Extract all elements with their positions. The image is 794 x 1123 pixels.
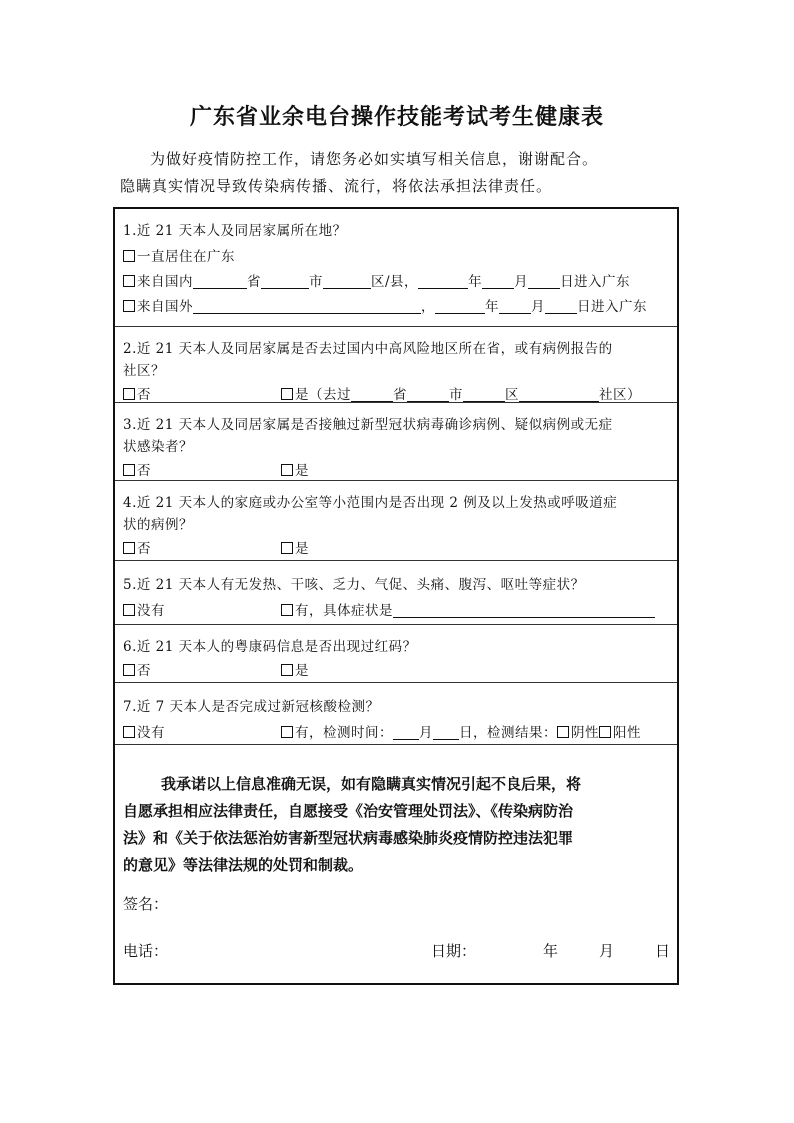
q1-abroad-label: 来自国外: [137, 299, 193, 315]
q2-question-line-1: 2.近 21 天本人及同居家属是否去过国内中高风险地区所在省，或有病例报告的: [123, 341, 613, 357]
page-title: 广东省业余电台操作技能考试考生健康表: [189, 104, 604, 130]
q1-question: 1.近 21 天本人及同居家属所在地？: [123, 223, 347, 239]
q1-local-label: 一直居住在广东: [137, 249, 235, 265]
q2-no-checkbox[interactable]: [123, 388, 135, 400]
q1-abroad-year-field[interactable]: [435, 299, 485, 314]
q2-yes-label: 是（去过: [295, 387, 351, 403]
q1-abroad-year-label: 年: [485, 299, 499, 315]
q1-province-field[interactable]: [193, 274, 247, 289]
phone-field[interactable]: [175, 940, 375, 962]
date-label: 日期：: [431, 942, 477, 960]
q3-no-checkbox[interactable]: [123, 464, 135, 476]
q3-question-line-1: 3.近 21 天本人及同居家属是否接触过新型冠状病毒确诊病例、疑似病例或无症: [123, 417, 613, 433]
q7-yes-label: 有，检测时间：: [295, 725, 393, 741]
q5-symptoms-field[interactable]: [393, 603, 655, 618]
q2-city-field[interactable]: [407, 387, 449, 402]
q1-abroad-day-label: 日进入广东: [577, 299, 647, 315]
date-month-label: 月: [599, 942, 615, 960]
intro-line-2: 隐瞒真实情况导致传染病传播、流行，将依法承担法律责任。: [120, 177, 553, 195]
q3-yes-label: 是: [295, 463, 309, 479]
q2-community-label: 社区）: [599, 387, 641, 403]
q7-month-field[interactable]: [393, 725, 419, 740]
q7-negative-checkbox[interactable]: [557, 726, 569, 738]
question-1-section: [115, 209, 677, 327]
q1-year-field[interactable]: [418, 274, 468, 289]
q2-city-label: 市: [449, 387, 463, 403]
q1-abroad-comma: ，: [421, 299, 435, 315]
q2-province-field[interactable]: [351, 387, 393, 402]
q5-yes-checkbox[interactable]: [281, 604, 293, 616]
q4-question-line-2: 状的病例？: [123, 517, 193, 533]
intro-line-1: 为做好疫情防控工作，请您务必如实填写相关信息，谢谢配合。: [150, 150, 599, 168]
q1-local-checkbox[interactable]: [123, 250, 135, 262]
question-2-section: [115, 327, 677, 403]
q5-yes-label: 有，具体症状是: [295, 603, 393, 619]
signature-field[interactable]: [175, 893, 375, 915]
q3-no-label: 否: [137, 463, 151, 479]
q2-province-label: 省: [393, 387, 407, 403]
q7-month-label: 月: [419, 725, 433, 741]
q7-positive-checkbox[interactable]: [599, 726, 611, 738]
q1-city-field[interactable]: [261, 274, 309, 289]
q6-yes-checkbox[interactable]: [281, 664, 293, 676]
q1-abroad-month-field[interactable]: [499, 299, 531, 314]
q3-yes-checkbox[interactable]: [281, 464, 293, 476]
q6-no-label: 否: [137, 663, 151, 679]
q1-month-field[interactable]: [482, 274, 514, 289]
q4-yes-checkbox[interactable]: [281, 542, 293, 554]
q7-no-label: 没有: [137, 725, 165, 741]
question-3-section: [115, 403, 677, 481]
q5-question: 5.近 21 天本人有无发热、干咳、乏力、气促、头痛、腹泻、呕吐等症状？: [123, 577, 585, 593]
signature-label: 签名：: [123, 895, 169, 913]
q1-day-field[interactable]: [528, 274, 560, 289]
phone-label: 电话：: [123, 942, 169, 960]
q3-question-line-2: 状感染者？: [123, 439, 193, 455]
q1-province-label: 省: [247, 274, 261, 290]
q6-no-checkbox[interactable]: [123, 664, 135, 676]
date-year-label: 年: [543, 942, 559, 960]
q4-no-label: 否: [137, 541, 151, 557]
q1-county-label: 区/县，: [371, 274, 419, 290]
q1-city-label: 市: [309, 274, 323, 290]
q4-no-checkbox[interactable]: [123, 542, 135, 554]
q6-question: 6.近 21 天本人的粤康码信息是否出现过红码？: [123, 639, 417, 655]
pledge-line-3: 法》和《关于依法惩治妨害新型冠状病毒感染肺炎疫情防控违法犯罪: [123, 829, 574, 847]
health-form: [113, 207, 679, 985]
q2-district-field[interactable]: [463, 387, 505, 402]
q2-yes-checkbox[interactable]: [281, 388, 293, 400]
q7-day-field[interactable]: [433, 725, 459, 740]
q2-district-label: 区: [505, 387, 519, 403]
q7-result-label: 日，检测结果：: [459, 725, 557, 741]
pledge-line-1: 我承诺以上信息准确无误，如有隐瞒真实情况引起不良后果，将: [161, 775, 582, 793]
q1-month-label: 月: [514, 274, 529, 290]
q6-yes-label: 是: [295, 663, 309, 679]
date-day-label: 日: [655, 942, 671, 960]
q7-no-checkbox[interactable]: [123, 726, 135, 738]
q1-abroad-month-label: 月: [531, 299, 545, 315]
q2-no-label: 否: [137, 387, 151, 403]
q1-abroad-checkbox[interactable]: [123, 300, 135, 312]
q1-county-field[interactable]: [323, 274, 371, 289]
q5-no-label: 没有: [137, 603, 165, 619]
q7-positive-label: 阳性: [613, 725, 641, 741]
q2-community-field[interactable]: [519, 387, 599, 402]
q7-question: 7.近 7 天本人是否完成过新冠核酸检测？: [123, 699, 380, 715]
q2-question-line-2: 社区？: [123, 363, 165, 379]
question-7-section: [115, 683, 677, 745]
question-5-section: [115, 561, 677, 625]
q5-no-checkbox[interactable]: [123, 604, 135, 616]
q1-country-field[interactable]: [193, 299, 421, 314]
q1-year-label: 年: [468, 274, 483, 290]
q1-day-label: 日进入广东: [560, 274, 631, 290]
q4-yes-label: 是: [295, 541, 309, 557]
question-6-section: [115, 625, 677, 683]
pledge-line-2: 自愿承担相应法律责任，自愿接受《治安管理处罚法》、《传染病防治: [123, 802, 574, 820]
q7-negative-label: 阴性: [571, 725, 599, 741]
q1-domestic-checkbox[interactable]: [123, 275, 135, 287]
q1-domestic-label: 来自国内: [137, 274, 193, 290]
q4-question-line-1: 4.近 21 天本人的家庭或办公室等小范围内是否出现 2 例及以上发热或呼吸道症: [123, 495, 618, 511]
question-4-section: [115, 481, 677, 561]
q1-abroad-day-field[interactable]: [545, 299, 577, 314]
q7-yes-checkbox[interactable]: [281, 726, 293, 738]
pledge-line-4: 的意见》等法律法规的处罚和制裁。: [123, 856, 364, 874]
